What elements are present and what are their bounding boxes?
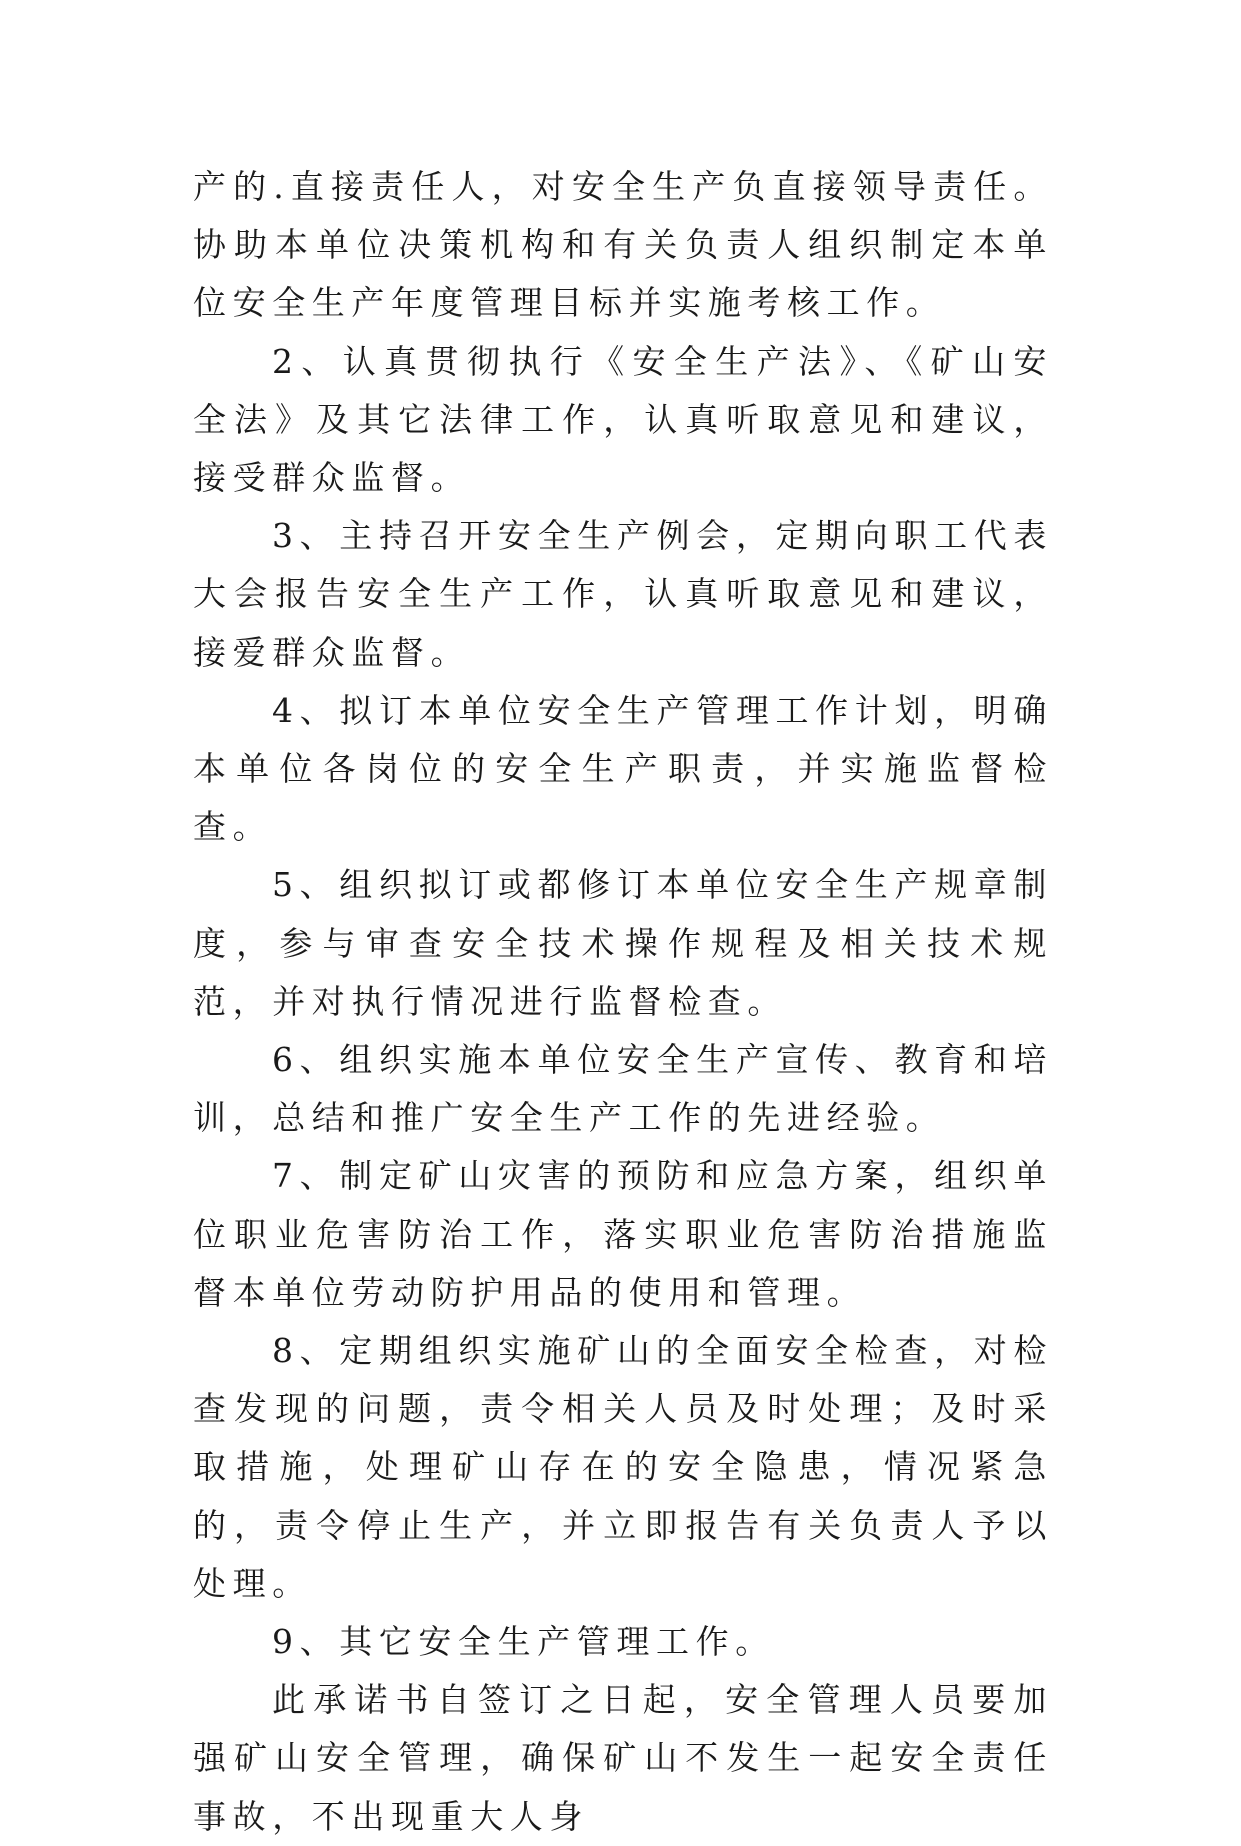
paragraph-item-6: 6、组织实施本单位安全生产宣传、教育和培训，总结和推广安全生产工作的先进经验。: [193, 1040, 1053, 1138]
document-body: [193, 158, 1053, 1846]
paragraph-commitment: 此承诺书自签订之日起，安全管理人员要加强矿山安全管理，确保矿山不发生一起安全责任事故，不出现重大人身: [193, 1680, 1053, 1836]
paragraph-continuation: 产的.直接责任人，对安全生产负直接领导责任。协助本单位决策机构和有关负责人组织制定本单位安全生产年度管理目标并实施考核工作。: [193, 167, 1053, 323]
paragraph-item-5: 5、组织拟订或都修订本单位安全生产规章制度，参与审查安全技术操作规程及相关技术规范，并对执行情况进行监督检查。: [193, 865, 1053, 1021]
paragraph-item-9: 9、其它安全生产管理工作。: [272, 1622, 775, 1662]
paragraph-item-2: 2、认真贯彻执行《安全生产法》、《矿山安全法》及其它法律工作，认真听取意见和建议，接受群众监督。: [193, 341, 1053, 498]
paragraph-item-3: 3、主持召开安全生产例会，定期向职工代表大会报告安全生产工作，认真听取意见和建议，接爱群众监督。: [193, 516, 1053, 672]
paragraph-item-4: 4、拟订本单位安全生产管理工作计划，明确本单位各岗位的安全生产职责，并实施监督检查。: [193, 690, 1053, 847]
paragraph-item-8: 8、定期组织实施矿山的全面安全检查，对检查发现的问题，责令相关人员及时处理；及时采取措施，处理矿山存在的安全隐患，情况紧急的，责令停止生产，并立即报告有关负责人予以处理。: [193, 1331, 1053, 1603]
paragraph-item-7: 7、制定矿山灾害的预防和应急方案，组织单位职业危害防治工作，落实职业危害防治措施监督本单位劳动防护用品的使用和管理。: [193, 1156, 1053, 1312]
